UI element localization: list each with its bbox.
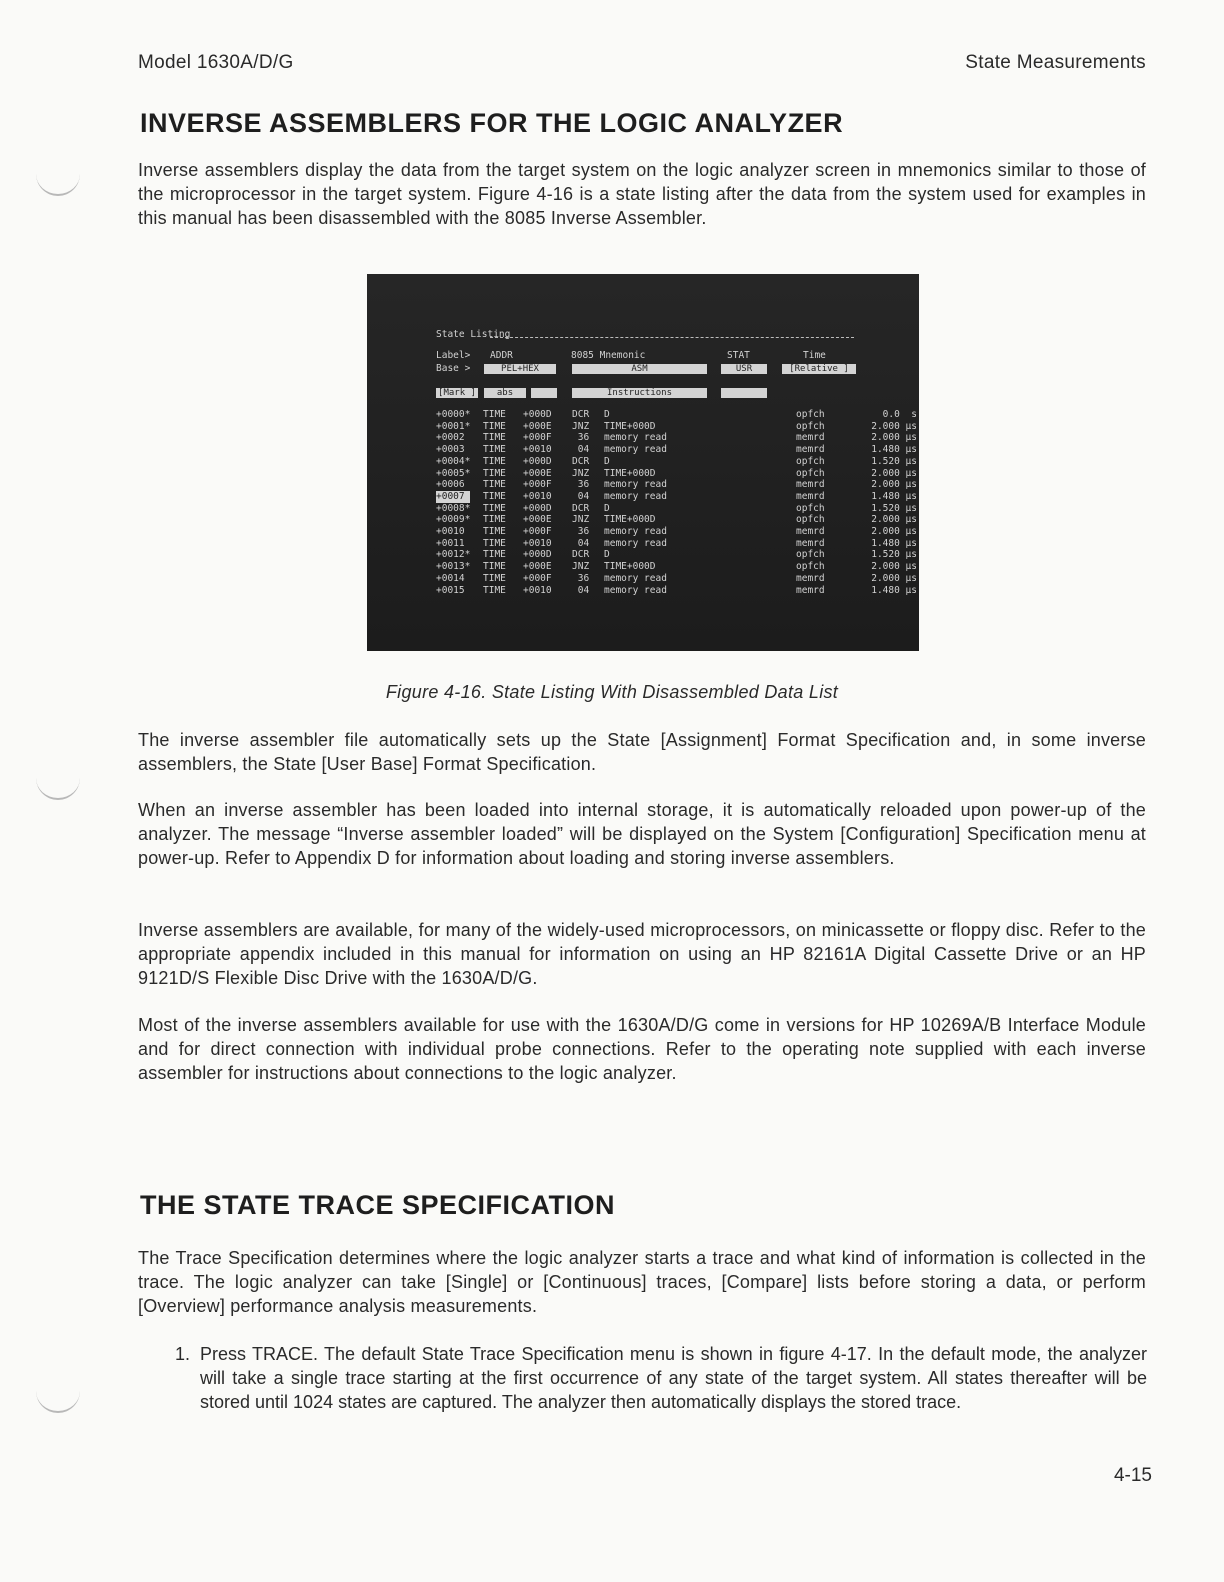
row-state: +0015 [436, 584, 471, 596]
figure-caption: Figure 4-16. State Listing With Disassembled Data List [385, 682, 839, 702]
row-label: TIME [483, 479, 506, 491]
row-opcode: JNZ [572, 420, 590, 432]
row-state: +0000* [436, 409, 471, 420]
row-opcode: JNZ [572, 561, 590, 573]
stat-value-field[interactable] [721, 388, 767, 398]
row-time: 0.0 s [882, 409, 917, 420]
row-label: TIME [483, 549, 506, 561]
base-addr-field[interactable]: PEL+HEX [484, 364, 556, 374]
row-stat: opfch [796, 420, 825, 432]
row-label: TIME [483, 455, 506, 467]
row-operand: memory read [604, 490, 667, 502]
row-operand: memory read [604, 432, 667, 444]
abs-value-field[interactable] [531, 388, 557, 398]
row-addr: +000F [523, 572, 552, 584]
row-opcode: 04 [572, 584, 590, 596]
instructions-button[interactable]: Instructions [572, 388, 707, 398]
row-addr: +0010 [523, 584, 552, 596]
step-number: 1. [175, 1344, 191, 1364]
row-label: TIME [483, 561, 506, 573]
row-operand: memory read [604, 479, 667, 491]
row-state: +0014 [436, 572, 471, 584]
row-state: +0003 [436, 444, 471, 456]
row-operand: memory read [604, 537, 667, 549]
row-opcode: 04 [572, 444, 590, 456]
row-time: 2.000 µs [871, 572, 917, 584]
row-operand: memory read [604, 572, 667, 584]
row-state: +0009* [436, 514, 471, 526]
paragraph: The inverse assembler file automatically sets up the State [Assignment] Format Specification and, in some inverse assemblers, the State [User Base] Format Specification. [138, 730, 1146, 774]
row-opcode: 36 [572, 572, 590, 584]
row-time: 2.000 µs [871, 420, 917, 432]
row-opcode: 36 [572, 432, 590, 444]
row-label: TIME [483, 572, 506, 584]
screen-col-addr: ADDR [490, 350, 513, 361]
screen-col-mnemonic: 8085 Mnemonic [571, 350, 646, 361]
row-label: TIME [483, 432, 506, 444]
screen-label-prefix: Label> [436, 350, 471, 361]
row-addr: +000F [523, 432, 552, 444]
row-addr: +0010 [523, 490, 552, 502]
row-time: 1.520 µs [871, 455, 917, 467]
row-state: +0006 [436, 479, 471, 491]
running-header-model: Model 1630A/D/G [138, 52, 294, 73]
base-time-field[interactable]: [Relative ] [782, 364, 856, 374]
row-label: TIME [483, 490, 506, 502]
row-time: 2.000 µs [871, 479, 917, 491]
page-number: 4-15 [1113, 1465, 1152, 1486]
row-opcode: DCR [572, 409, 590, 420]
state-listing-screen [367, 274, 919, 651]
row-operand: memory read [604, 584, 667, 596]
row-time: 1.480 µs [871, 444, 917, 456]
row-state: +0005* [436, 467, 471, 479]
paragraph: Inverse assemblers are available, for many of the widely-used microprocessors, on minicassette or floppy disc. Refer to the appropriate appendix included in this manual for information on using an HP 82161A Digital Cassette Drive or an HP 9121D/S Flexible Disc Drive with the 1630A/D/G. [138, 920, 1146, 988]
row-state: +0001* [436, 420, 471, 432]
row-time: 2.000 µs [871, 526, 917, 537]
row-addr: +000E [523, 514, 552, 526]
row-time: 1.520 µs [871, 549, 917, 561]
base-stat-field[interactable]: USR [721, 364, 767, 374]
running-header-section: State Measurements [965, 52, 1146, 73]
row-stat: opfch [796, 549, 825, 561]
row-state: +0012* [436, 549, 471, 561]
row-time: 1.520 µs [871, 502, 917, 514]
row-label: TIME [483, 467, 506, 479]
row-stat: memrd [796, 526, 825, 537]
row-stat: memrd [796, 432, 825, 444]
row-label: TIME [483, 409, 506, 420]
row-opcode: 36 [572, 526, 590, 537]
paragraph: When an inverse assembler has been loaded into internal storage, it is automatically reloaded upon power-up of the analyzer. The message “Inverse assembler loaded” will be displayed on the System [Configuration] Specification menu at power-up. Refer to Appendix D for information about loading and storing inverse assemblers. [138, 800, 1146, 868]
row-time: 2.000 µs [871, 432, 917, 444]
row-stat: memrd [796, 572, 825, 584]
row-addr: +000E [523, 561, 552, 573]
row-opcode: 36 [572, 479, 590, 491]
row-opcode: DCR [572, 549, 590, 561]
screen-title: State Listing [436, 329, 511, 340]
row-label: TIME [483, 584, 506, 596]
row-time: 1.480 µs [871, 537, 917, 549]
row-opcode: JNZ [572, 514, 590, 526]
row-label: TIME [483, 420, 506, 432]
row-stat: memrd [796, 444, 825, 456]
row-operand: D [604, 409, 610, 420]
row-addr: +000D [523, 409, 552, 420]
section-heading-state-trace: THE STATE TRACE SPECIFICATION [140, 1190, 616, 1220]
row-addr: +000F [523, 526, 552, 537]
row-time: 2.000 µs [871, 514, 917, 526]
row-addr: +000F [523, 479, 552, 491]
row-addr: +0010 [523, 444, 552, 456]
row-state: +0011 [436, 537, 471, 549]
screen-col-stat: STAT [727, 350, 750, 361]
row-opcode: DCR [572, 502, 590, 514]
row-operand: TIME+000D [604, 420, 656, 432]
row-stat: memrd [796, 537, 825, 549]
row-operand: memory read [604, 444, 667, 456]
paragraph-trace-intro: The Trace Specification determines where the logic analyzer starts a trace and what kind of information is collected in the trace. The logic analyzer can take [Single] or [Continuous] traces, [Compare] lists before storing a data, or perform [Overview] performance analysis measurements. [138, 1248, 1146, 1316]
section-heading-inverse-assemblers: INVERSE ASSEMBLERS FOR THE LOGIC ANALYZER [140, 108, 844, 138]
row-opcode: 04 [572, 537, 590, 549]
row-stat: opfch [796, 455, 825, 467]
row-label: TIME [483, 526, 506, 537]
row-state: +0004* [436, 455, 471, 467]
screen-title-rule [490, 337, 854, 338]
row-state: +0008* [436, 502, 471, 514]
row-addr: +000D [523, 455, 552, 467]
binder-hole-mark [36, 1385, 80, 1413]
row-operand: memory read [604, 526, 667, 537]
row-time: 2.000 µs [871, 467, 917, 479]
row-label: TIME [483, 537, 506, 549]
row-operand: TIME+000D [604, 467, 656, 479]
row-time: 2.000 µs [871, 561, 917, 573]
screen-col-time: Time [803, 350, 826, 361]
row-state: +0002 [436, 432, 471, 444]
row-stat: memrd [796, 584, 825, 596]
row-opcode: 04 [572, 490, 590, 502]
row-state: +0013* [436, 561, 471, 573]
row-time: 1.480 µs [871, 490, 917, 502]
row-opcode: JNZ [572, 467, 590, 479]
paragraph-intro: Inverse assemblers display the data from the target system on the logic analyzer screen in mnemonics similar to those of the microprocessor in the target system. Figure 4-16 is a state listing after the data from the system used for examples in this manual has been disassembled with the 8085 Inverse Assembler. [138, 160, 1146, 228]
row-operand: D [604, 455, 610, 467]
row-opcode: DCR [572, 455, 590, 467]
binder-hole-mark [36, 168, 80, 196]
row-addr: +000E [523, 467, 552, 479]
paragraph: Most of the inverse assemblers available for use with the 1630A/D/G come in versions for HP 10269A/B Interface Module and for direct connection with individual probe connections. Refer to the operating note supplied with each inverse assembler for instructions about connections to the logic analyzer. [138, 1015, 1146, 1083]
row-operand: TIME+000D [604, 561, 656, 573]
row-stat: memrd [796, 490, 825, 502]
row-addr: +000D [523, 549, 552, 561]
row-addr: +000E [523, 420, 552, 432]
base-mnemonic-field[interactable]: ASM [572, 364, 707, 374]
row-stat: memrd [796, 479, 825, 491]
row-operand: D [604, 502, 610, 514]
numbered-step [175, 1342, 1147, 1414]
step-text: Press TRACE. The default State Trace Specification menu is shown in figure 4-17. In the default mode, the analyzer will take a single trace starting at the first occurrence of any state of the target system. All states thereafter will be stored until 1024 states are captured. The analyzer then automatically displays the stored trace. [200, 1344, 1147, 1412]
row-stat: opfch [796, 467, 825, 479]
row-operand: TIME+000D [604, 514, 656, 526]
binder-hole-mark [36, 772, 80, 800]
abs-button[interactable]: abs [484, 388, 526, 398]
row-addr: +000D [523, 502, 552, 514]
row-stat: opfch [796, 514, 825, 526]
row-addr: +0010 [523, 537, 552, 549]
row-stat: opfch [796, 561, 825, 573]
row-label: TIME [483, 502, 506, 514]
row-state: +0007 [436, 490, 471, 502]
row-label: TIME [483, 514, 506, 526]
row-stat: opfch [796, 502, 825, 514]
screen-base-prefix: Base > [436, 363, 471, 374]
row-state: +0010 [436, 526, 471, 537]
mark-button[interactable]: [Mark ] [436, 388, 478, 398]
row-operand: D [604, 549, 610, 561]
row-time: 1.480 µs [871, 584, 917, 596]
row-label: TIME [483, 444, 506, 456]
row-stat: opfch [796, 409, 825, 420]
